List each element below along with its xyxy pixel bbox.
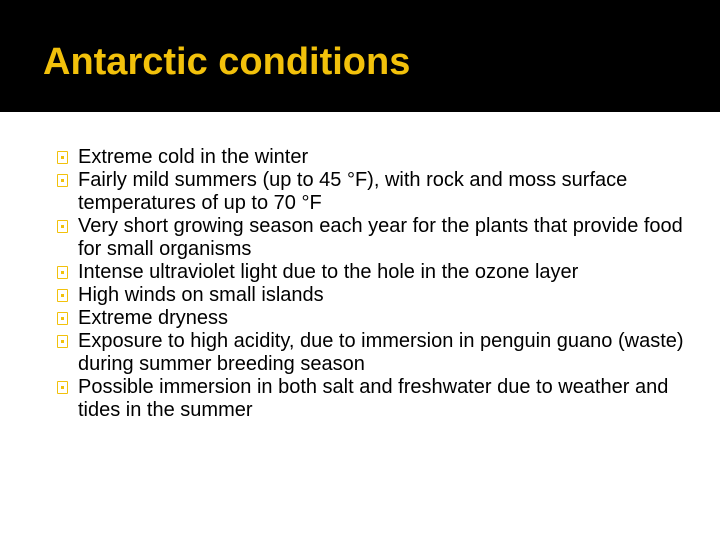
bullet-text: Very short growing season each year for the plants that provide food for small organisms [78,215,683,260]
bullet-item [57,330,707,376]
square-bullet-icon [57,266,68,279]
square-bullet-icon [57,381,68,394]
title-bar [0,0,720,112]
square-bullet-icon [57,289,68,302]
bullet-text: Fairly mild summers (up to 45 °F), with rock and moss surface temperatures of up to 70 °F [78,169,628,214]
bullet-text: Extreme dryness [78,307,229,329]
square-bullet-icon [57,220,68,233]
square-bullet-icon [57,335,68,348]
square-bullet-icon [57,174,68,187]
bullet-item [57,307,707,330]
bullet-item [57,261,707,284]
bullet-text: Possible immersion in both salt and freshwater due to weather and tides in the summer [78,376,669,421]
bullet-item [57,284,707,307]
slide-title: Antarctic conditions [43,41,411,83]
square-bullet-icon [57,151,68,164]
bullet-text: Extreme cold in the winter [78,146,309,168]
bullet-item [57,146,707,169]
bullet-item [57,376,707,422]
bullet-item [57,215,707,261]
bullet-list [57,146,707,422]
bullet-item [57,169,707,215]
bullet-text: Exposure to high acidity, due to immersion in penguin guano (waste) during summer breeding season [78,330,684,375]
square-bullet-icon [57,312,68,325]
bullet-text: High winds on small islands [78,284,324,306]
bullet-text: Intense ultraviolet light due to the hole in the ozone layer [78,261,579,283]
